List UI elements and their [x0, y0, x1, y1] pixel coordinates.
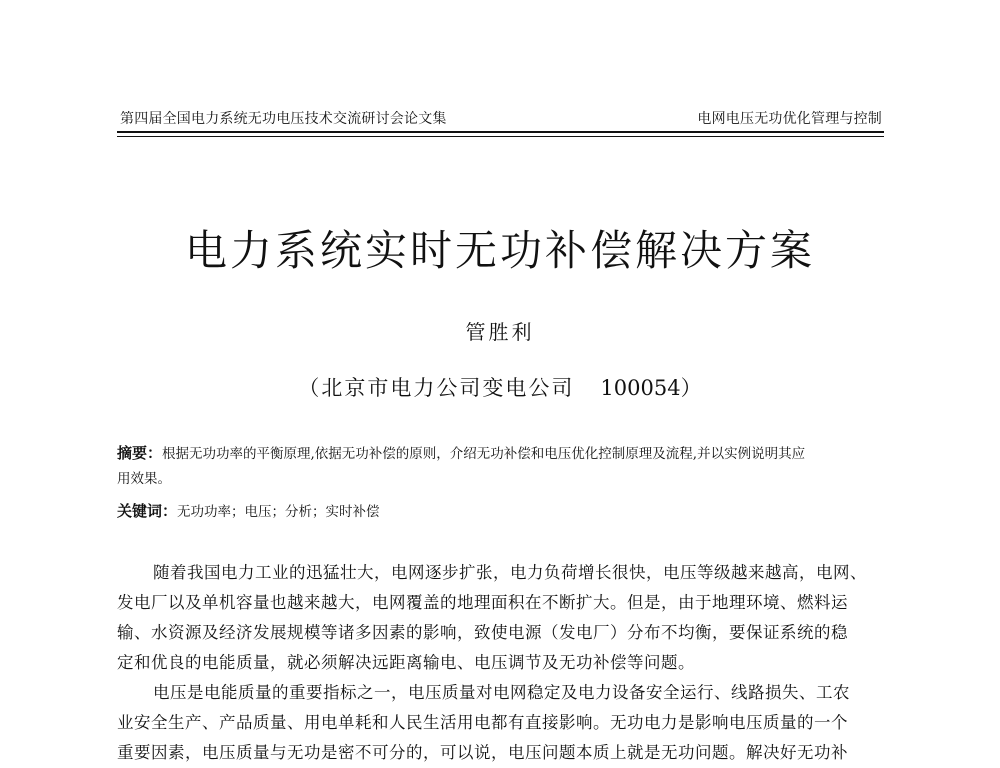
paper-title: 电力系统实时无功补偿解决方案	[184, 226, 815, 275]
paragraph-1-line: 发电厂以及单机容量也越来越大，电网覆盖的地理面积在不断扩大。但是，由于地理环境、燃料运	[117, 593, 848, 612]
paragraph-2-line: 重要因素，电压质量与无功是密不可分的，可以说，电压问题本质上就是无功问题。解决好无功补	[117, 743, 848, 762]
body-text	[117, 558, 893, 768]
postcode: 100054）	[600, 376, 702, 400]
keywords-label: 关键词：	[117, 502, 178, 520]
paragraph-1-line: 定和优良的电能质量，就必须解决远距离输电、电压调节及无功补偿等问题。	[117, 653, 695, 672]
paragraph-1-line: 输、水资源及经济发展规模等诸多因素的影响，致使电源（发电厂）分布不均衡，要保证系统的稳	[117, 623, 848, 642]
abstract-text: 根据无功功率的平衡原理,依据无功补偿的原则，介绍无功补偿和电压优化控制原理及流程,并以实例说明其应	[162, 446, 806, 462]
keywords	[117, 500, 380, 521]
paragraph-2-line: 业安全生产、产品质量、用电单耗和人民生活用电都有直接影响。无功电力是影响电压质量的一个	[117, 713, 848, 732]
header-rule-thin	[117, 136, 884, 137]
paragraph-1-line: 随着我国电力工业的迅猛壮大，电网逐步扩张，电力负荷增长很快，电压等级越来越高，电网、	[153, 563, 867, 582]
affiliation	[0, 372, 1000, 402]
abstract-line	[117, 440, 897, 466]
abstract-line: 用效果。	[117, 471, 171, 487]
header-rule	[117, 131, 884, 133]
affiliation-name: （北京市电力公司变电公司	[298, 376, 575, 400]
author-name: 管胜利	[465, 320, 535, 344]
running-header-left: 第四届全国电力系统无功电压技术交流研讨会论文集	[120, 111, 447, 127]
running-header-right: 电网电压无功优化管理与控制	[697, 111, 882, 127]
keywords-text: 无功功率；电压；分析；实时补偿	[177, 504, 380, 520]
paragraph-2-line: 电压是电能质量的重要指标之一，电压质量对电网稳定及电力设备安全运行、线路损失、工农	[153, 683, 850, 702]
abstract-label: 摘要：	[117, 444, 163, 462]
abstract	[117, 440, 897, 492]
